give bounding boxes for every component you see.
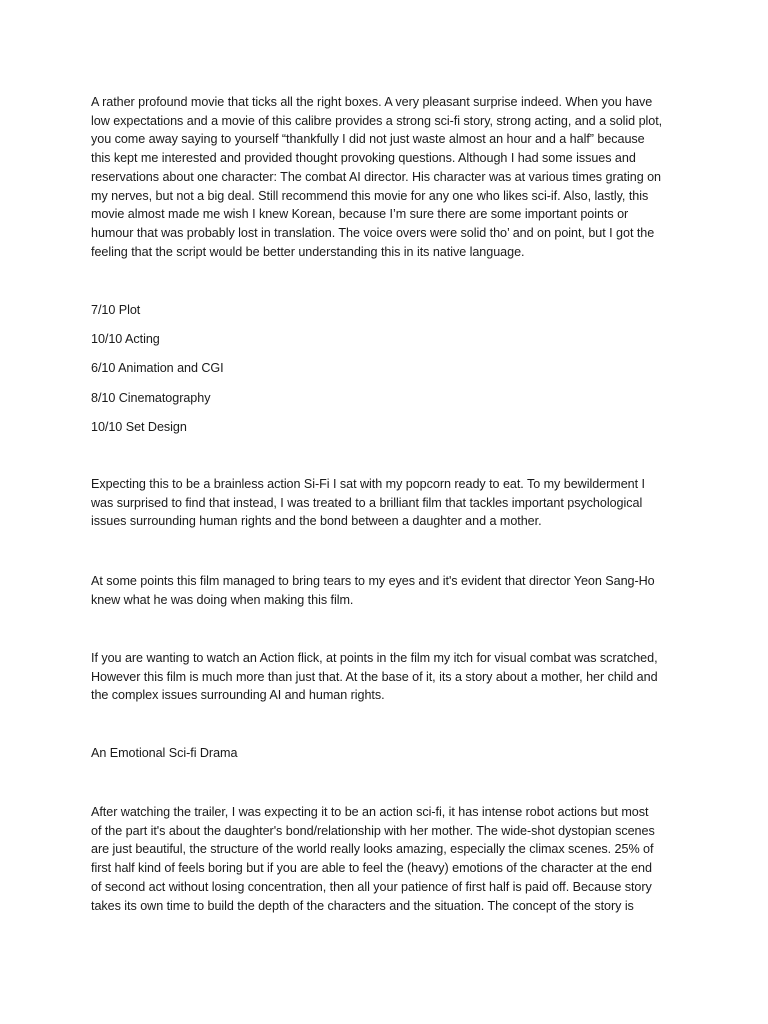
text-line: are just beautiful, the structure of the world really looks amazing, especially the climax scenes. 25% of: [91, 842, 654, 857]
rating-cinematography: [91, 389, 691, 408]
rating-text: 10/10 Acting: [91, 332, 160, 346]
rating-text: 7/10 Plot: [91, 303, 141, 317]
text-line: At some points this film managed to bring tears to my eyes and it's evident that director Yeon Sang-Ho: [91, 574, 655, 588]
heading-text: An Emotional Sci-fi Drama: [91, 746, 238, 760]
rating-text: 8/10 Cinematography: [91, 391, 211, 405]
review-paragraph-4: [91, 649, 691, 705]
text-line: of second act without losing concentration, then all your patience of first half is paid off. Because story: [91, 879, 652, 894]
text-line: If you are wanting to watch an Action flick, at points in the film my itch for visual combat was scratched,: [91, 651, 658, 665]
text-line: first half kind of feels boring but if you are able to feel the (heavy) emotions of the character at the end: [91, 861, 652, 876]
review-paragraph-2: [91, 475, 691, 531]
text-line: After watching the trailer, I was expecting it to be an action sci-fi, it has intense robot actions but most: [91, 805, 649, 819]
text-line: was surprised to find that instead, I was treated to a brilliant film that tackles important psychological: [91, 495, 643, 510]
text-line: my nerves, but not a big deal. Still recommend this movie for any one who likes sci-if. Also, lastly, this: [91, 188, 649, 203]
review-paragraph-5: [91, 803, 691, 915]
review-paragraph-3: [91, 572, 691, 609]
text-line: However this film is much more than just that. At the base of it, its a story about a mother, her child and: [91, 669, 658, 684]
text-line: feeling that the script would be better understanding this in its native language.: [91, 244, 525, 259]
text-line: knew what he was doing when making this film.: [91, 592, 354, 607]
text-line: reservations about one character: The combat AI director. His character was at various times grating on: [91, 169, 662, 184]
text-line: of the part it's about the daughter's bond/relationship with her mother. The wide-shot dystopian scenes: [91, 823, 655, 838]
text-line: Expecting this to be a brainless action Si-Fi I sat with my popcorn ready to eat. To my bewilderment I: [91, 477, 645, 491]
text-line: takes its own time to build the depth of the characters and the situation. The concept of the story is: [91, 898, 634, 913]
rating-text: 10/10 Set Design: [91, 420, 187, 434]
rating-plot: [91, 301, 691, 320]
rating-text: 6/10 Animation and CGI: [91, 361, 224, 375]
text-line: this kept me interested and provided thought provoking questions. Although I had some issues and: [91, 151, 636, 166]
section-heading: [91, 744, 691, 763]
rating-acting: [91, 330, 691, 349]
text-line: humour that was probably lost in translation. The voice overs were solid tho’ and on point, but I got the: [91, 225, 655, 240]
text-line: movie almost made me wish I knew Korean, because I’m sure there are some important points or: [91, 207, 629, 222]
text-line: A rather profound movie that ticks all the right boxes. A very pleasant surprise indeed. When you have: [91, 95, 653, 109]
text-line: low expectations and a movie of this calibre provides a strong sci-fi story, strong acting, and a solid plot,: [91, 113, 663, 128]
rating-animation: [91, 359, 691, 378]
review-paragraph-1: [91, 93, 691, 261]
text-line: you come away saying to yourself “thankfully I did not just waste almost an hour and a half” because: [91, 132, 645, 147]
text-line: issues surrounding human rights and the bond between a daughter and a mother.: [91, 514, 542, 529]
text-line: the complex issues surrounding AI and human rights.: [91, 688, 385, 703]
rating-set-design: [91, 418, 691, 437]
